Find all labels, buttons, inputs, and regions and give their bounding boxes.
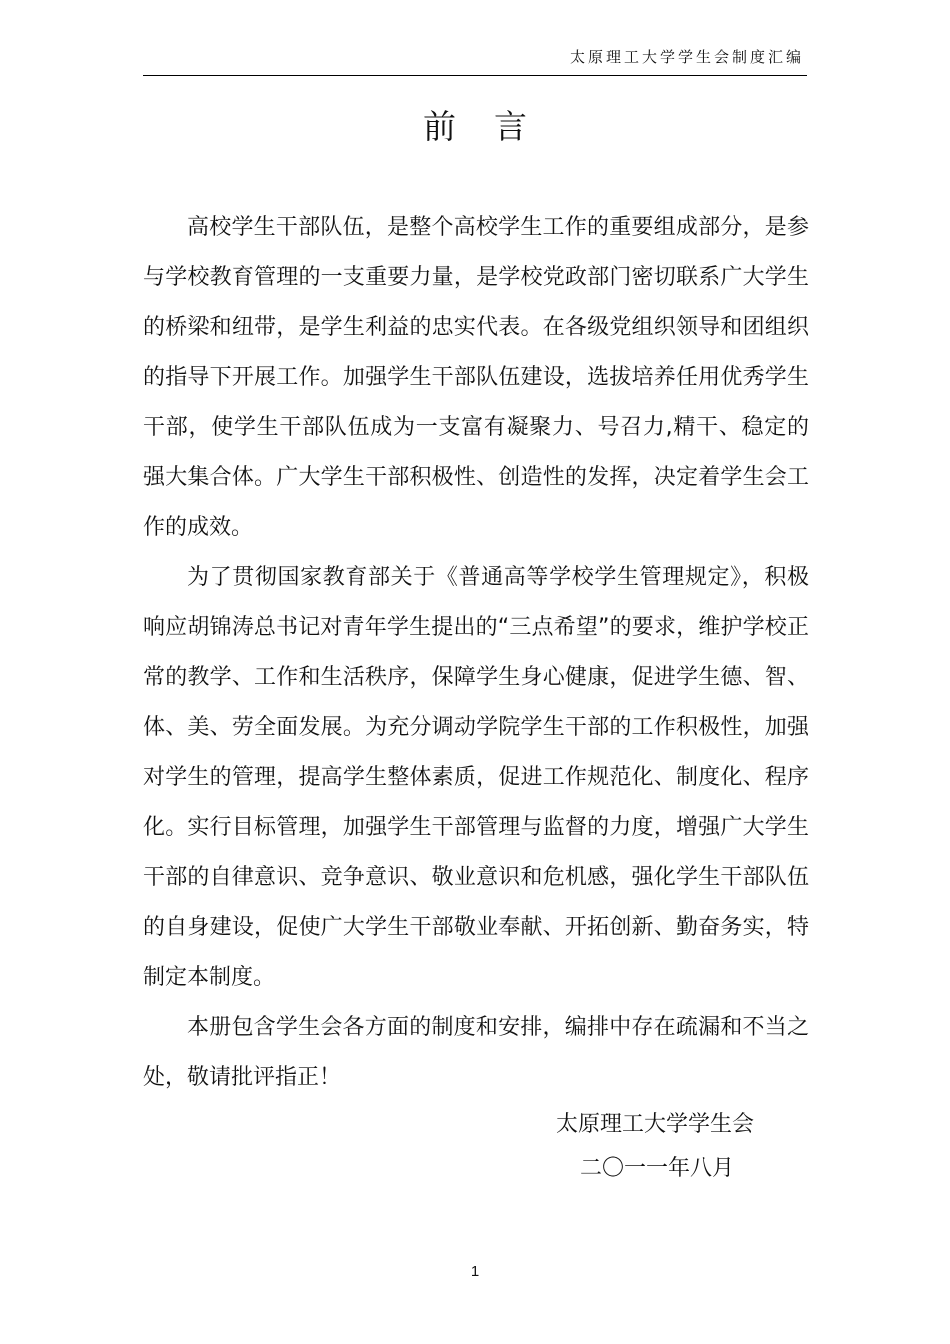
page-title: 前言 [423, 107, 565, 146]
document-body [143, 203, 809, 1103]
paragraph: 为了贯彻国家教育部关于《普通高等学校学生管理规定》，积极响应胡锦涛总书记对青年学生提出的“三点希望”的要求，维护学校正常的教学、工作和生活秩序，保障学生身心健康，促进学生德、智、体、美、劳全面发展。为充分调动学院学生干部的工作积极性，加强对学生的管理，提高学生整体素质，促进工作规范化、制度化、程序化。实行目标管理，加强学生干部管理与监督的力度，增强广大学生干部的自律意识、竞争意识、敬业意识和危机感，强化学生干部队伍的自身建设，促使广大学生干部敬业奉献、开拓创新、勤奋务实，特制定本制度。 [143, 565, 809, 990]
running-header: 太原理工大学学生会制度汇编 [569, 48, 804, 66]
header-rule [143, 75, 807, 76]
page-number: 1 [470, 1263, 480, 1280]
signature-date: 二〇一一年八月 [580, 1156, 735, 1181]
signature-organization: 太原理工大学学生会 [556, 1112, 755, 1137]
paragraph: 高校学生干部队伍，是整个高校学生工作的重要组成部分，是参与学校教育管理的一支重要力量，是学校党政部门密切联系广大学生的桥梁和纽带，是学生利益的忠实代表。在各级党组织领导和团组织的指导下开展工作。加强学生干部队伍建设，选拔培养任用优秀学生干部，使学生干部队伍成为一支富有凝聚力、号召力,精干、稳定的强大集合体。广大学生干部积极性、创造性的发挥，决定着学生会工作的成效。 [143, 215, 809, 540]
signature-block [556, 1103, 754, 1191]
paragraph: 本册包含学生会各方面的制度和安排，编排中存在疏漏和不当之处，敬请批评指正！ [143, 1015, 809, 1090]
